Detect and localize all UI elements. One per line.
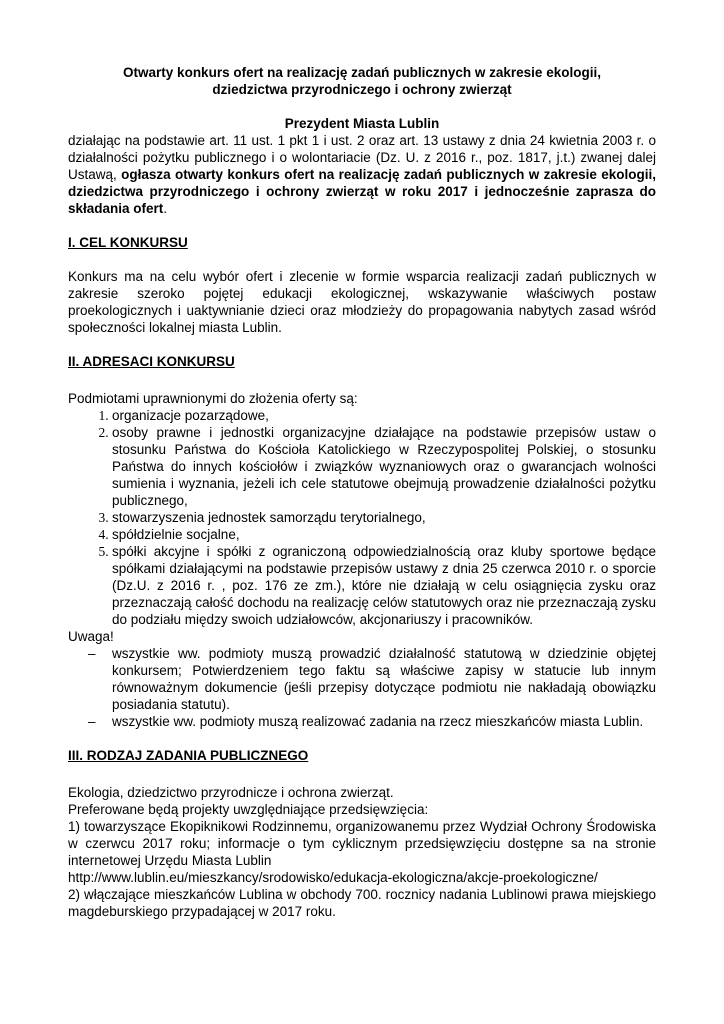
list-item: 1. organizacje pozarządowe, [112, 407, 656, 424]
section3-item2: 2) włączające mieszkańców Lublina w obchody 700. rocznicy nadania Lublinowi prawa miejskiego magdeburskiego przypadającej w 2017 roku. [68, 887, 656, 919]
eligible-entities-list [68, 407, 656, 628]
section2-lead: Podmiotami uprawnionymi do złożenia oferty są: [68, 391, 358, 406]
section3-url: http://www.lublin.eu/mieszkancy/srodowisko/edukacja-ekologiczna/akcje-proekologiczne/ [68, 870, 598, 885]
intro-bold-text: ogłasza otwarty konkurs ofert na realizację zadań publicznych w zakresie ekologii, dziedzictwa przyrodniczego i ochrony zwierząt w roku 2017 i jednocześnie zaprasza do składania ofert [68, 167, 656, 216]
list-item [68, 645, 656, 713]
dash-marker: – [88, 714, 96, 729]
document-title-line1: Otwarty konkurs ofert na realizację zadań publicznych w zakresie ekologii, [123, 65, 601, 80]
list-item: 2. osoby prawne i jednostki organizacyjne działające na podstawie przepisów ustaw o stosunku Państwa do Kościoła Katolickiego w Rzeczypospolitej Polskiej, o stosunku Państwa do innych kościołów i związków wyznaniowych oraz o gwarancjach wolności sumienia i wyznania, jeżeli ich cele statutowe obejmują prowadzenie działalności pożytku publicznego, [112, 424, 656, 509]
intro-plain-text: działając na podstawie art. 11 ust. 1 pkt 1 i ust. 2 oraz art. 13 ustawy z dnia 24 kwietnia 2003 r. o działalności pożytku publicznego i o wolontariacie (Dz. U. z 2016 r., poz. 1817, j.t.) zwanej dalej Ustawą, [68, 133, 656, 182]
section3-line2: Preferowane będą projekty uwzględniające przedsięwzięcia: [68, 802, 429, 817]
dash-marker: – [88, 646, 96, 661]
document-page [68, 64, 656, 920]
intro-paragraph [68, 132, 656, 217]
list-item: 5. spółki akcyjne i spółki z ograniczoną odpowiedzialnością oraz kluby sportowe będące spółkami działającymi na podstawie przepisów ustawy z dnia 25 czerwca 2010 r. o sporcie (Dz.U. z 2016 r. , poz. 176 ze zm.), które nie działają w celu osiągnięcia zysku oraz przeznaczają całość dochodu na realizację celów statutowych oraz nie przeznaczają zysku do podziału między swoich udziałowców, akcjonariuszy i pracowników. [112, 543, 656, 628]
list-item: 3. stowarzyszenia jednostek samorządu terytorialnego, [112, 509, 656, 526]
section3-item1: 1) towarzyszące Ekopiknikowi Rodzinnemu, organizowanemu przez Wydział Ochrony Środowiska w czerwcu 2017 roku; informacje o tym cyklicznym przedsięwzięciu dostępne sa na stronie internetowej Urzędu Miasta Lublin [68, 819, 656, 868]
issuer-heading: Prezydent Miasta Lublin [284, 116, 440, 131]
section1-text: Konkurs ma na celu wybór ofert i zlecenie w formie wsparcia realizacji zadań publicznych w zakresie szeroko pojętej edukacji ekologicznej, wskazywanie właściwych postaw proekologicznych i uaktywnianie dzieci oraz młodzieży do propagowania nabytych zasad wśród społeczności lokalnej miasta Lublin. [68, 269, 656, 335]
document-title-line2: dziedzictwa przyrodniczego i ochrony zwierząt [212, 82, 512, 97]
section1-heading: I. CEL KONKURSU [68, 235, 188, 250]
section3-line1: Ekologia, dziedzictwo przyrodnicze i ochrona zwierząt. [68, 785, 394, 800]
intro-end-text: . [163, 201, 168, 216]
note-label: Uwaga! [68, 629, 114, 644]
note-text: wszystkie ww. podmioty muszą prowadzić działalność statutową w dziedzinie objętej konkursem; Potwierdzeniem tego faktu są właściwe zapisy w statucie lub innym równoważnym dokumencie (jeśli przepisy dotyczące podmiotu nie nakładają obowiązku posiadania statutu). [112, 646, 656, 712]
list-item [68, 713, 656, 730]
notes-list [68, 645, 656, 730]
section3-heading: III. RODZAJ ZADANIA PUBLICZNEGO [68, 748, 309, 763]
list-item: 4. spółdzielnie socjalne, [112, 526, 656, 543]
section2-heading: II. ADRESACI KONKURSU [68, 354, 235, 369]
note-text: wszystkie ww. podmioty muszą realizować zadania na rzecz mieszkańców miasta Lublin. [112, 714, 644, 729]
